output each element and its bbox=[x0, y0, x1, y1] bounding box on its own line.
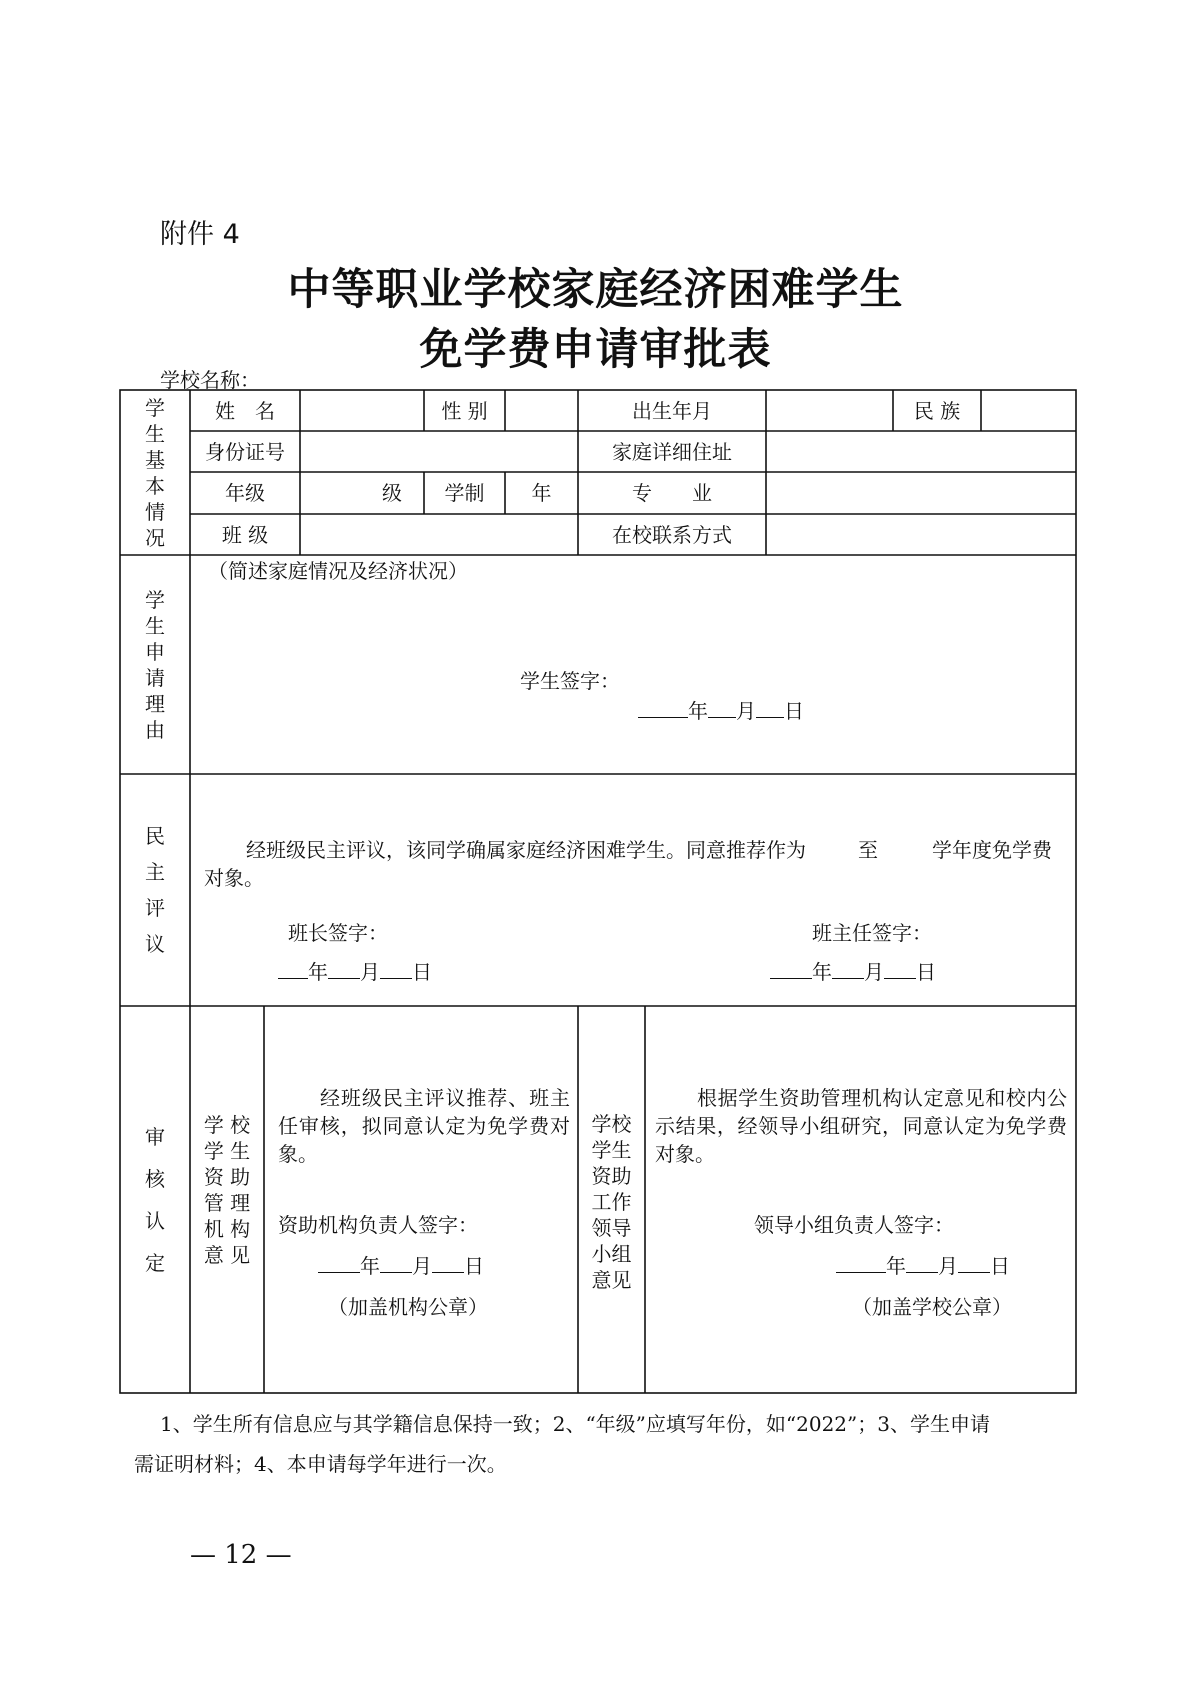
leader-group-opinion-label: 学校 学生 资助 工作 领导 小组 意见 bbox=[591, 1112, 632, 1292]
schooling-unit: 年 bbox=[531, 481, 552, 505]
year-blank[interactable] bbox=[638, 697, 688, 718]
notes-line2: 需证明材料；4、本申请每学年进行一次。 bbox=[134, 1452, 507, 1476]
major-field[interactable] bbox=[766, 472, 1076, 514]
section-label-approval: 审 核 认 定 bbox=[145, 1124, 165, 1275]
school-name-label: 学校名称： bbox=[160, 368, 260, 392]
section-label-basic-info: 学 生 基 本 情 况 bbox=[145, 395, 165, 550]
class-field[interactable] bbox=[300, 514, 578, 555]
student-signature-label: 学生签字： bbox=[520, 669, 620, 693]
org-opinion-text: 经班级民主评议推荐、班主任审核，拟同意认定为免学费对象。 bbox=[278, 1086, 570, 1166]
gender-label: 性 别 bbox=[441, 398, 488, 423]
org-signature-label: 资助机构负责人签字： bbox=[278, 1213, 478, 1237]
page-number: — 12 — bbox=[190, 1540, 292, 1570]
form-title-line1: 中等职业学校家庭经济困难学生 bbox=[287, 265, 904, 315]
grade-label: 年级 bbox=[225, 481, 265, 505]
monitor-sign-date: 年 月 日 bbox=[278, 958, 432, 985]
day-blank[interactable] bbox=[756, 697, 784, 718]
address-field[interactable] bbox=[766, 431, 1076, 472]
student-sign-date: 年 月 日 bbox=[638, 697, 804, 724]
democratic-review-text: 经班级民主评议，该同学确属家庭经济困难学生。同意推荐作为 至 学年度免学费 对象。 bbox=[204, 838, 1052, 890]
grade-field[interactable] bbox=[300, 472, 424, 514]
leader-sign-date: 年 月 日 bbox=[836, 1252, 1010, 1279]
name-field[interactable] bbox=[300, 390, 424, 431]
major-label: 专 业 bbox=[632, 481, 712, 505]
schooling-field[interactable] bbox=[505, 472, 578, 514]
monitor-signature-label: 班长签字： bbox=[288, 921, 388, 945]
contact-field[interactable] bbox=[766, 514, 1076, 555]
head-teacher-signature-label: 班主任签字： bbox=[812, 921, 932, 945]
leader-group-opinion-text: 根据学生资助管理机构认定意见和校内公示结果，经领导小组研究，同意认定为免学费对象。 bbox=[655, 1086, 1067, 1166]
end-year-blank[interactable] bbox=[878, 837, 932, 857]
grade-unit: 级 bbox=[382, 481, 402, 505]
contact-label: 在校联系方式 bbox=[612, 522, 732, 547]
birth-date-field[interactable] bbox=[766, 390, 893, 431]
head-teacher-sign-date: 年 月 日 bbox=[770, 958, 936, 985]
org-seal-note: （加盖机构公章） bbox=[328, 1295, 488, 1319]
leader-signature-label: 领导小组负责人签字： bbox=[754, 1213, 954, 1237]
name-label: 姓 名 bbox=[215, 398, 275, 423]
start-year-blank[interactable] bbox=[806, 837, 858, 857]
id-number-field[interactable] bbox=[300, 431, 578, 472]
form-title-line2: 免学费申请审批表 bbox=[419, 325, 772, 375]
gender-field[interactable] bbox=[505, 390, 578, 431]
notes-line1: 1、学生所有信息应与其学籍信息保持一致；2、“年级”应填写年份，如“2022”；3、学生申请 bbox=[160, 1412, 990, 1436]
section-label-democratic-review: 民 主 评 议 bbox=[145, 824, 165, 956]
school-seal-note: （加盖学校公章） bbox=[852, 1295, 1012, 1319]
ethnicity-label: 民 族 bbox=[913, 398, 961, 423]
org-sign-date: 年 月 日 bbox=[318, 1252, 484, 1279]
org-opinion-label: 学 校 学 生 资 助 管 理 机 构 意 见 bbox=[203, 1113, 251, 1267]
attachment-label: 附件 4 bbox=[160, 219, 240, 250]
reason-text-area[interactable] bbox=[190, 558, 1076, 774]
birth-date-label: 出生年月 bbox=[632, 398, 712, 423]
id-number-label: 身份证号 bbox=[205, 439, 285, 464]
schooling-label: 学制 bbox=[444, 481, 485, 505]
section-label-application-reason: 学 生 申 请 理 由 bbox=[145, 587, 165, 742]
ethnicity-field[interactable] bbox=[981, 390, 1076, 431]
class-label: 班 级 bbox=[221, 522, 269, 547]
address-label: 家庭详细住址 bbox=[612, 439, 732, 464]
reason-hint: （简述家庭情况及经济状况） bbox=[208, 559, 468, 583]
month-blank[interactable] bbox=[708, 697, 736, 718]
